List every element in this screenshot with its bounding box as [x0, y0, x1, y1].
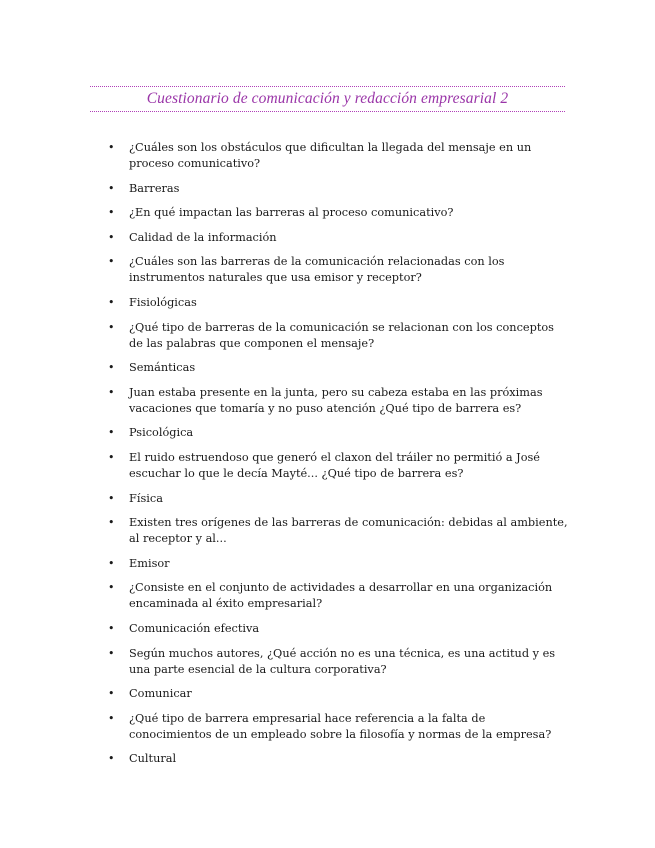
bullet-icon: •: [108, 385, 115, 399]
list-item-text: Calidad de la información: [129, 230, 277, 244]
list-item-text: Cultural: [129, 752, 177, 766]
list-item: [108, 385, 568, 417]
bullet-icon: •: [108, 320, 115, 334]
list-item-text: Psicológica: [129, 426, 194, 440]
list-item-text: ¿Qué tipo de barrera empresarial hace referencia a la falta de conocimientos de un empleado sobre la filosofía y normas de la empresa?: [129, 711, 552, 741]
list-item-text: Fisiológicas: [129, 295, 197, 309]
bullet-icon: •: [108, 621, 115, 635]
list-item: [108, 751, 568, 767]
list-item: [108, 491, 568, 507]
list-item: [108, 580, 568, 612]
list-item-text: Comunicación efectiva: [129, 621, 260, 635]
list-item: [108, 686, 568, 702]
bullet-icon: •: [108, 450, 115, 464]
list-item-text: Según muchos autores, ¿Qué acción no es una técnica, es una actitud y es una parte esencial de la cultura corporativa?: [129, 646, 556, 676]
list-item: [108, 181, 568, 197]
list-item: [108, 425, 568, 441]
list-item: [108, 515, 568, 547]
title-banner: [90, 86, 565, 112]
list-item-text: Física: [129, 491, 163, 505]
bullet-icon: •: [108, 426, 115, 440]
list-item-text: Juan estaba presente en la junta, pero su cabeza estaba en las próximas vacaciones que tomaría y no puso atención ¿Qué tipo de barrera es?: [129, 385, 543, 415]
bullet-icon: •: [108, 181, 115, 195]
bullet-icon: •: [108, 687, 115, 701]
list-item: [108, 450, 568, 482]
list-item-text: Comunicar: [129, 687, 192, 701]
bullet-icon: •: [108, 230, 115, 244]
list-item: [108, 320, 568, 352]
list-item: [108, 621, 568, 637]
bullet-icon: •: [108, 516, 115, 530]
list-item: [108, 205, 568, 221]
bullet-icon: •: [108, 711, 115, 725]
bullet-icon: •: [108, 295, 115, 309]
list-item-text: ¿Consiste en el conjunto de actividades a desarrollar en una organización encaminada al éxito empresarial?: [129, 581, 553, 611]
list-item: [108, 295, 568, 311]
list-item-text: ¿Cuáles son los obstáculos que dificultan la llegada del mensaje en un proceso comunicativo?: [129, 141, 532, 170]
list-item-text: ¿Qué tipo de barreras de la comunicación se relacionan con los conceptos de las palabras que componen el mensaje?: [129, 320, 554, 350]
bullet-icon: •: [108, 141, 115, 154]
list-item: [108, 254, 568, 286]
page-title: Cuestionario de comunicación y redacción empresarial 2: [146, 90, 509, 107]
list-item-text: Existen tres orígenes de las barreras de comunicación: debidas al ambiente, al receptor y al...: [129, 516, 568, 546]
list-item: [108, 360, 568, 376]
bullet-icon: •: [108, 361, 115, 375]
bullet-icon: •: [108, 646, 115, 660]
list-item-text: ¿Cuáles son las barreras de la comunicación relacionadas con los instrumentos naturales que usa emisor y receptor?: [129, 255, 505, 285]
bullet-icon: •: [108, 581, 115, 595]
list-item: [108, 556, 568, 572]
list-item-text: Barreras: [129, 181, 180, 195]
bullet-icon: •: [108, 556, 115, 570]
list-item: [108, 230, 568, 246]
list-item-text: El ruido estruendoso que generó el claxon del tráiler no permitió a José escuchar lo que le decía Mayté... ¿Qué tipo de barrera es?: [129, 450, 540, 480]
bullet-icon: •: [108, 491, 115, 505]
bullet-icon: •: [108, 206, 115, 220]
list-item: [108, 711, 568, 743]
list-item-text: Semánticas: [129, 361, 196, 375]
list-item: [108, 646, 568, 678]
bullet-icon: •: [108, 255, 115, 269]
list-item: [108, 140, 568, 172]
list-item-text: Emisor: [129, 556, 170, 570]
list-item-text: ¿En qué impactan las barreras al proceso comunicativo?: [129, 206, 454, 220]
question-list: [108, 140, 568, 776]
bullet-icon: •: [108, 752, 115, 766]
